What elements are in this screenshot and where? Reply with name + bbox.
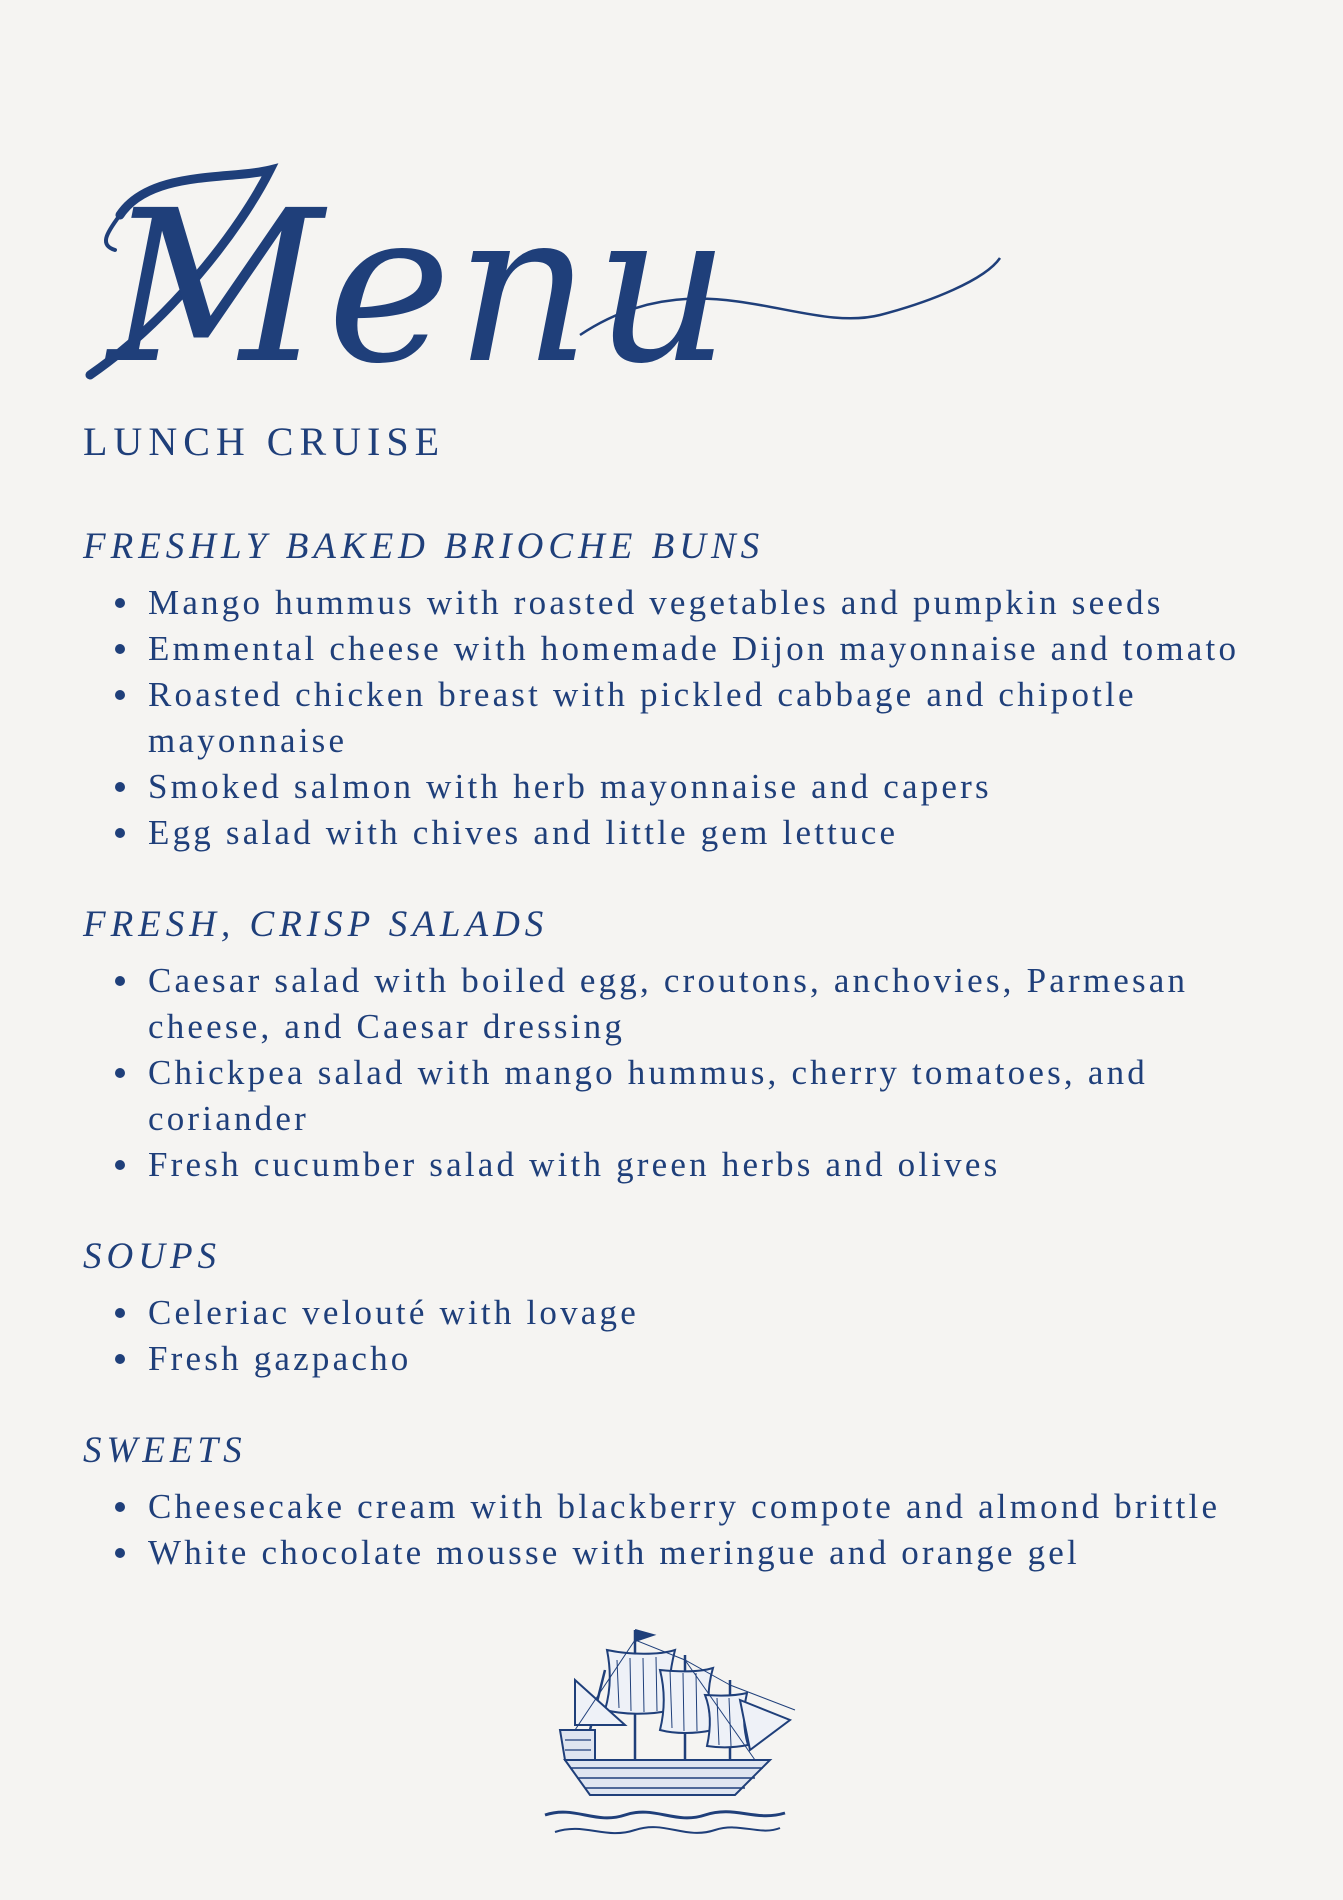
bullet-icon bbox=[115, 1548, 125, 1558]
menu-item-text: Mango hummus with roasted vegetables and pumpkin seeds bbox=[148, 583, 1164, 622]
bullet-icon bbox=[115, 690, 125, 700]
bullet-icon bbox=[115, 1502, 125, 1512]
menu-item bbox=[83, 810, 1288, 856]
bullet-icon bbox=[115, 1308, 125, 1318]
menu-title-text: Menu bbox=[108, 165, 734, 390]
section-sweets bbox=[83, 1424, 1333, 1576]
item-list bbox=[83, 958, 1333, 1188]
menu-item bbox=[83, 1142, 1288, 1188]
bullet-icon bbox=[115, 1354, 125, 1364]
menu-item bbox=[83, 1336, 1288, 1382]
menu-item-text: Fresh gazpacho bbox=[148, 1339, 412, 1378]
section-title: SWEETS bbox=[83, 1430, 247, 1471]
bullet-icon bbox=[115, 644, 125, 654]
bullet-icon bbox=[115, 598, 125, 608]
bullet-icon bbox=[115, 782, 125, 792]
menu-item bbox=[83, 580, 1288, 626]
menu-item bbox=[83, 1290, 1288, 1336]
menu-item-text: Smoked salmon with herb mayonnaise and capers bbox=[148, 767, 992, 806]
menu-item bbox=[83, 1484, 1288, 1530]
section-title: FRESH, CRISP SALADS bbox=[83, 904, 549, 945]
bullet-icon bbox=[115, 1160, 125, 1170]
menu-item-text: Emmental cheese with homemade Dijon mayonnaise and tomato bbox=[148, 629, 1240, 668]
menu-item-text: Roasted chicken breast with pickled cabbage and chipotle mayonnaise bbox=[148, 675, 1137, 760]
section-title: FRESHLY BAKED BRIOCHE BUNS bbox=[83, 526, 765, 567]
menu-item-text: Chickpea salad with mango hummus, cherry tomatoes, and coriander bbox=[148, 1053, 1148, 1138]
menu-item-text: Celeriac velouté with lovage bbox=[148, 1293, 639, 1332]
menu-sections bbox=[83, 520, 1333, 1618]
menu-title bbox=[80, 160, 1020, 390]
menu-item bbox=[83, 1050, 1288, 1142]
sailing-ship-icon bbox=[535, 1610, 815, 1850]
subtitle: LUNCH CRUISE bbox=[83, 419, 446, 464]
menu-item bbox=[83, 672, 1288, 764]
menu-item bbox=[83, 958, 1288, 1050]
menu-item-text: Fresh cucumber salad with green herbs and olives bbox=[148, 1145, 1001, 1184]
item-list bbox=[83, 1484, 1333, 1576]
section-soups bbox=[83, 1230, 1333, 1382]
item-list bbox=[83, 1290, 1333, 1382]
bullet-icon bbox=[115, 828, 125, 838]
menu-item bbox=[83, 626, 1288, 672]
menu-item bbox=[83, 764, 1288, 810]
menu-item-text: Caesar salad with boiled egg, croutons, anchovies, Parmesan cheese, and Caesar dressing bbox=[148, 961, 1189, 1046]
section-salads bbox=[83, 898, 1333, 1188]
section-title: SOUPS bbox=[83, 1236, 222, 1277]
section-brioche bbox=[83, 520, 1333, 856]
menu-item-text: White chocolate mousse with meringue and orange gel bbox=[148, 1533, 1080, 1572]
bullet-icon bbox=[115, 1068, 125, 1078]
bullet-icon bbox=[115, 976, 125, 986]
item-list bbox=[83, 580, 1333, 856]
menu-item-text: Egg salad with chives and little gem lettuce bbox=[148, 813, 899, 852]
menu-item-text: Cheesecake cream with blackberry compote and almond brittle bbox=[148, 1487, 1221, 1526]
menu-item bbox=[83, 1530, 1288, 1576]
